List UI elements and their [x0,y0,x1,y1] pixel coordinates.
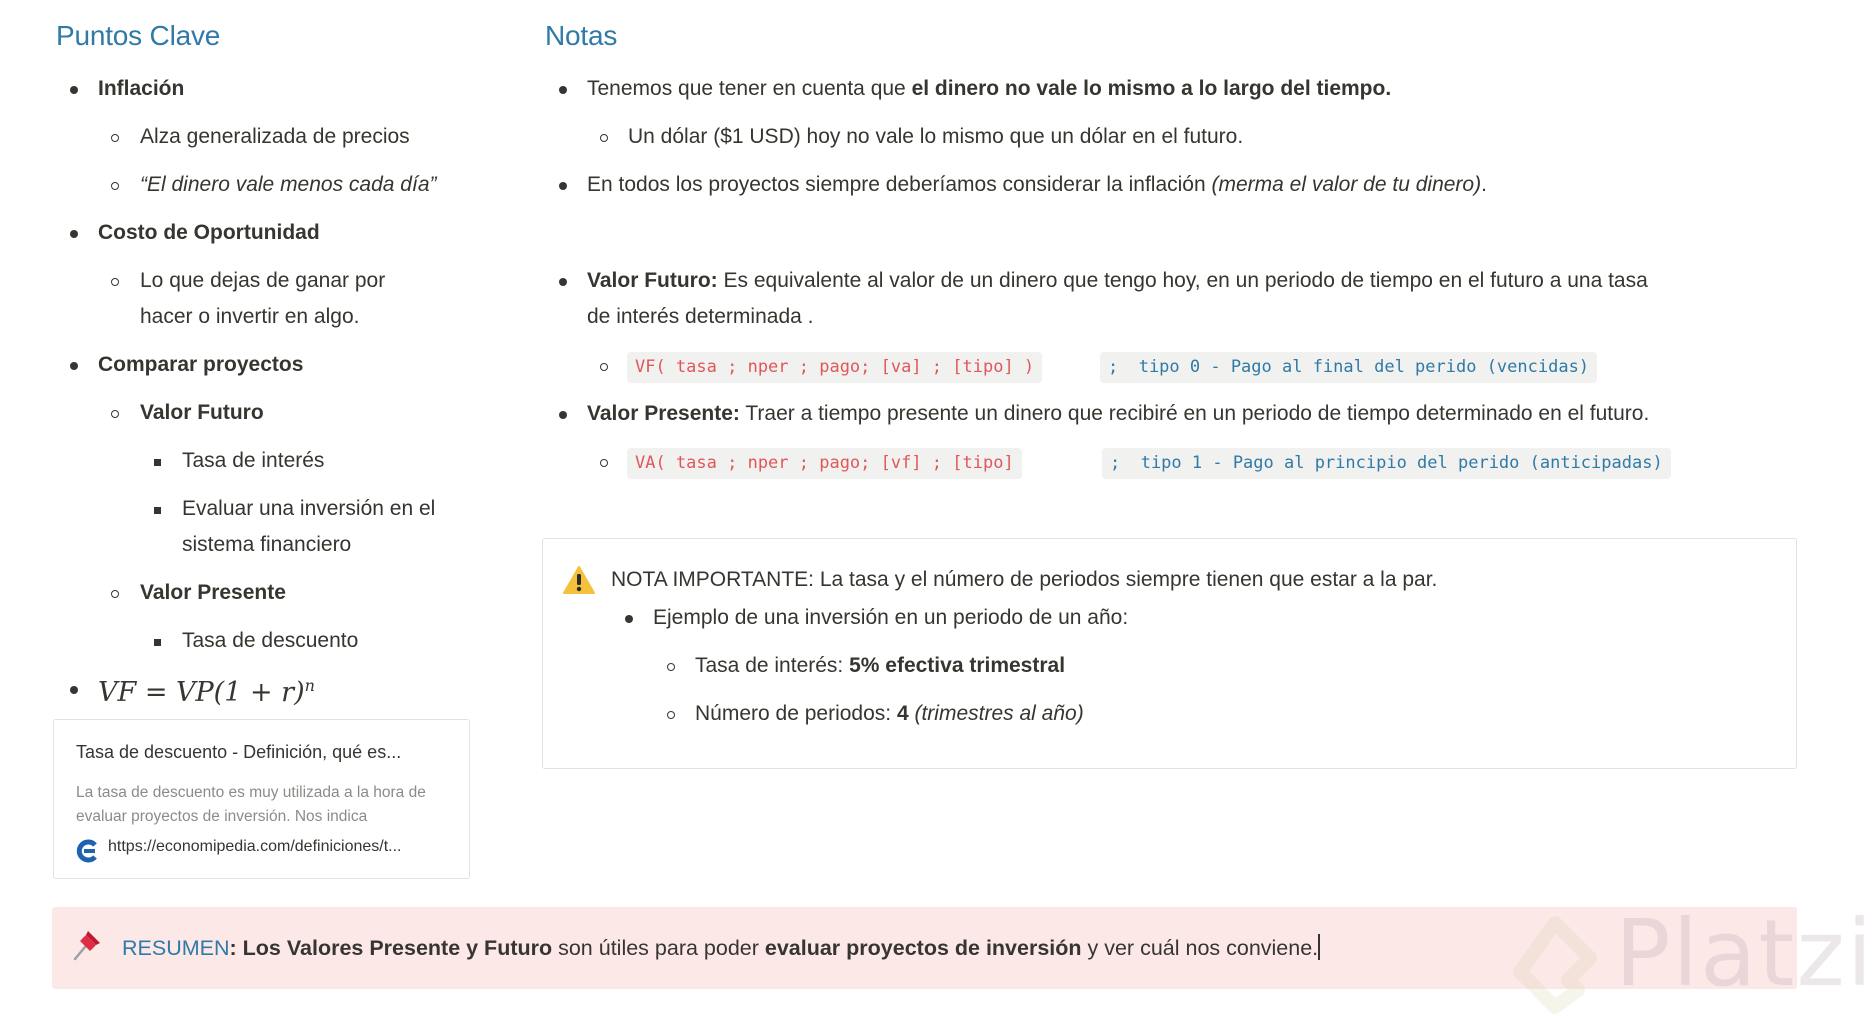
heading-notas: Notas [545,20,618,51]
note-inflacion-text: En todos los proyectos siempre deberíamos considerar la inflación [587,173,1212,196]
note-valor-futuro [587,263,1648,299]
periods-label: Número de periodos: [695,702,897,725]
bullet-circle-icon [667,663,675,671]
valor-futuro-text: Es equivalente al valor de un dinero que tengo hoy, en un periodo de tiempo en el futuro a una tasa [717,269,1648,292]
bullet-circle-icon [111,410,119,418]
code-vf-comment: ; tipo 0 - Pago al final del perido (vencidas) [1100,352,1597,383]
bullet-icon [70,230,78,238]
list-item-quote: “El dinero vale menos cada día” [140,173,437,196]
bullet-icon [70,86,78,94]
list-item-tasa-interes: Tasa de interés [182,449,325,472]
periods-value: 4 [896,702,909,725]
note-valor-futuro-cont: de interés determinada . [587,305,814,328]
note-dinero-bold: el dinero no vale lo mismo a lo largo del tiempo. [911,77,1392,100]
bullet-icon [70,362,78,370]
economipedia-favicon-icon [76,840,98,862]
valor-presente-label: Valor Presente: [587,402,740,425]
bullet-circle-icon [600,459,608,467]
heading-puntos-clave: Puntos Clave [56,20,221,51]
bullet-circle-icon [111,134,119,142]
warning-icon [563,566,595,594]
bullet-square-icon [154,639,161,646]
bullet-circle-icon [667,711,675,719]
formula-body: VF = VP(1 + r) [98,677,305,708]
note-inflacion [587,167,1487,203]
summary-label: RESUMEN [122,936,230,960]
note-dinero [587,71,1391,107]
code-vf-formula: VF( tasa ; nper ; pago; [va] ; [tipo] ) [627,352,1042,383]
summary-colon: : [229,936,243,960]
bullet-circle-icon [600,363,608,371]
bookmark-url[interactable]: https://economipedia.com/definiciones/t... [108,838,402,855]
bullet-icon [559,182,567,190]
list-item-evaluar: Evaluar una inversión en el [182,497,436,520]
list-item-evaluar-cont: sistema financiero [182,533,352,556]
platzi-watermark-text: Platzi [1615,900,1874,1007]
summary-text-2: y ver cuál nos conviene. [1081,936,1319,960]
pushpin-icon [72,929,102,961]
bookmark-card[interactable] [53,719,470,879]
list-item-valor-futuro: Valor Futuro [140,401,264,424]
rate-label: Tasa de interés: [695,654,850,677]
bookmark-description: La tasa de descuento es muy utilizada a la hora de evaluar proyectos de inversión. Nos indica [76,784,426,825]
bullet-circle-icon [600,134,608,142]
periods-note: (trimestres al año) [908,702,1084,725]
bullet-icon [625,615,633,623]
warning-example: Ejemplo de una inversión en un periodo de un año: [653,606,1129,629]
bullet-icon [559,278,567,286]
bullet-square-icon [154,459,161,466]
summary-text[interactable] [122,930,1320,966]
note-valor-presente [587,396,1649,432]
note-dinero-text: Tenemos que tener en cuenta que [587,77,912,100]
code-va-comment: ; tipo 1 - Pago al principio del perido (anticipadas) [1102,448,1671,479]
bullet-circle-icon [111,590,119,598]
bullet-icon [559,411,567,419]
list-item-inflacion: Inflación [98,77,185,100]
list-item-costo-desc-cont: hacer o invertir en algo. [140,305,360,328]
bullet-icon [559,86,567,94]
summary-text-1: son útiles para poder [552,936,765,960]
warning-title: NOTA IMPORTANTE: La tasa y el número de periodos siempre tienen que estar a la par. [611,568,1438,591]
list-item-costo: Costo de Oportunidad [98,221,320,244]
valor-futuro-label: Valor Futuro: [587,269,718,292]
list-item-tasa-descuento: Tasa de descuento [182,629,359,652]
valor-presente-text: Traer a tiempo presente un dinero que recibiré en un periodo de tiempo determinado en el futuro. [739,402,1650,425]
summary-bold-2: evaluar proyectos de inversión [764,936,1082,960]
bullet-circle-icon [111,182,119,190]
summary-bold-1: Los Valores Presente y Futuro [242,936,553,960]
warning-callout [542,538,1797,769]
note-dolar: Un dólar ($1 USD) hoy no vale lo mismo que un dólar en el futuro. [628,125,1244,148]
bullet-circle-icon [111,278,119,286]
text-cursor [1318,934,1320,960]
bullet-square-icon [154,507,161,514]
warning-periods [695,696,1084,732]
bookmark-title: Tasa de descuento - Definición, qué es... [76,742,402,762]
list-item-costo-desc: Lo que dejas de ganar por [140,269,386,292]
formula-exponent: n [304,676,315,695]
summary-callout [52,907,1797,989]
code-va-formula: VA( tasa ; nper ; pago; [vf] ; [tipo] [627,448,1022,479]
list-item-comparar: Comparar proyectos [98,353,304,376]
bullet-icon [70,686,78,694]
list-item-alza: Alza generalizada de precios [140,125,410,148]
list-item-valor-presente: Valor Presente [140,581,286,604]
rate-value: 5% efectiva trimestral [849,654,1066,677]
note-inflacion-italic: (merma el valor de tu dinero) [1211,173,1482,196]
warning-rate [695,648,1065,684]
note-inflacion-suffix: . [1481,173,1487,196]
formula [98,668,315,711]
